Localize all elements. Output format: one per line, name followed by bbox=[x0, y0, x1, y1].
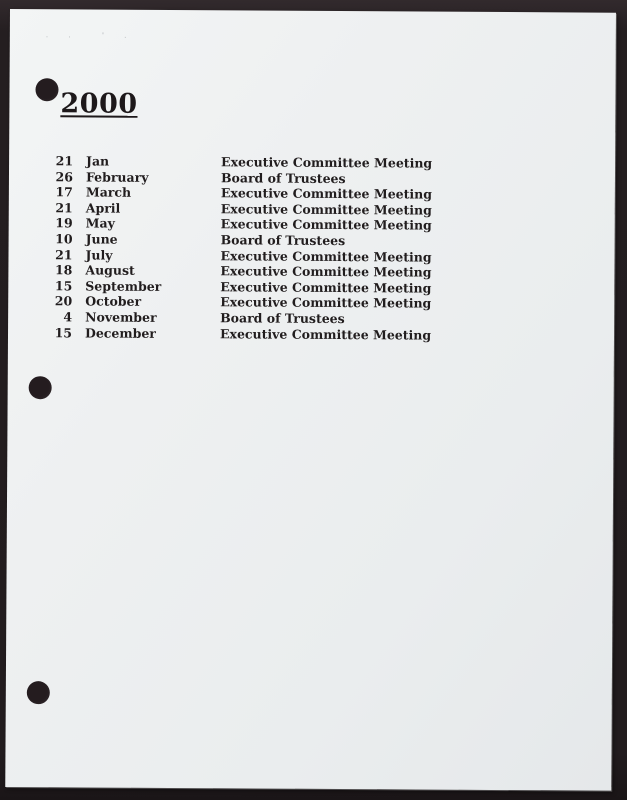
year-heading: 2000 bbox=[60, 88, 138, 120]
event-cell: Board of Trustees bbox=[220, 232, 346, 249]
month-cell: May bbox=[85, 215, 115, 232]
month-cell: February bbox=[85, 169, 149, 185]
event-cell: Executive Committee Meeting bbox=[220, 185, 433, 202]
event-cell: Executive Committee Meeting bbox=[220, 201, 432, 218]
day-cell: 21 bbox=[55, 246, 73, 262]
day-cell: 21 bbox=[55, 153, 74, 169]
schedule-list bbox=[8, 153, 615, 344]
month-cell: August bbox=[85, 262, 135, 278]
day-cell: 21 bbox=[55, 200, 73, 216]
month-cell: October bbox=[85, 293, 142, 310]
day-cell: 10 bbox=[55, 231, 73, 247]
document-page bbox=[5, 9, 616, 791]
event-cell: Executive Committee Meeting bbox=[220, 216, 432, 233]
pencil-marks: . . ' . bbox=[45, 31, 136, 40]
month-cell: July bbox=[85, 247, 113, 263]
month-cell: April bbox=[85, 200, 121, 216]
event-cell: Executive Committee Meeting bbox=[220, 279, 432, 296]
month-cell: Jan bbox=[86, 153, 110, 169]
day-cell: 19 bbox=[55, 215, 73, 231]
event-cell: Executive Committee Meeting bbox=[220, 247, 432, 265]
day-cell: 15 bbox=[54, 324, 73, 340]
event-cell: Executive Committee Meeting bbox=[220, 263, 432, 280]
day-cell: 26 bbox=[55, 168, 74, 184]
month-cell: November bbox=[85, 309, 157, 325]
event-cell: Executive Committee Meeting bbox=[220, 294, 432, 311]
schedule-row bbox=[8, 325, 614, 344]
month-cell: June bbox=[85, 231, 118, 247]
month-cell: March bbox=[85, 184, 132, 200]
event-cell: Executive Committee Meeting bbox=[221, 154, 433, 171]
day-cell: 15 bbox=[54, 278, 73, 294]
event-cell: Executive Committee Meeting bbox=[219, 325, 432, 343]
event-cell: Board of Trustees bbox=[220, 169, 346, 186]
hole-punch-top-icon bbox=[35, 78, 58, 101]
month-cell: September bbox=[85, 278, 162, 294]
day-cell: 20 bbox=[54, 293, 73, 309]
day-cell: 17 bbox=[55, 184, 73, 200]
hole-punch-bottom-icon bbox=[27, 681, 50, 704]
hole-punch-middle-icon bbox=[29, 376, 52, 399]
day-cell: 4 bbox=[63, 309, 73, 325]
event-cell: Board of Trustees bbox=[220, 310, 345, 326]
month-cell: December bbox=[84, 324, 156, 341]
day-cell: 18 bbox=[54, 262, 73, 278]
